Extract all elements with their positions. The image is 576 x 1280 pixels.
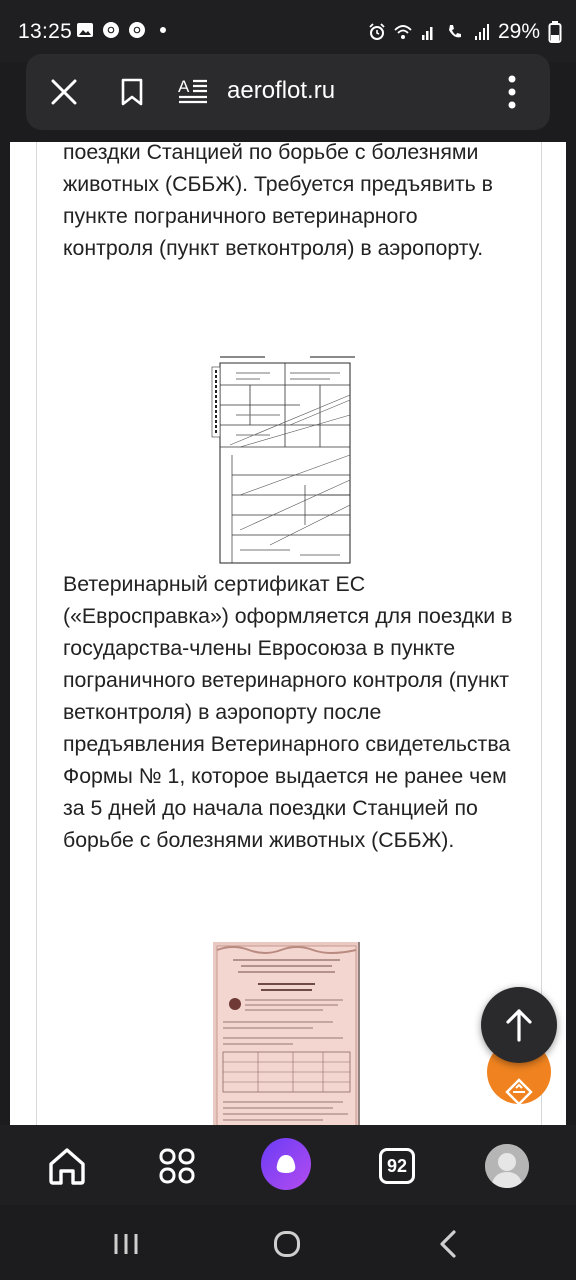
call-icon [446, 23, 464, 41]
signal-icon [472, 23, 490, 41]
status-notification-icons [76, 21, 172, 39]
tabs-button[interactable] [372, 1141, 422, 1191]
url-field[interactable]: aeroflot.ru [227, 77, 336, 104]
scroll-to-top-button[interactable] [481, 987, 557, 1063]
tabs-icon: 92 [379, 1148, 415, 1184]
eu-veterinary-certificate-image[interactable] [210, 355, 360, 567]
paragraph-eu-certificate: Ветеринарный сертификат ЕС («Евросправка») оформляется для поездки в государства-члены Евросоюза в пункте пограничного ветеринарного контроля (пункт ветконтроля) в аэропорту после предъявления Ветеринарного свидетельства Формы № 1, которое выдается не ранее чем за 5 дней до начала поездки Станцией по борьбе с болезнями животных (СББЖ). [63, 572, 513, 852]
back-icon [438, 1230, 458, 1258]
wifi-icon [394, 23, 412, 41]
close-icon [51, 79, 77, 105]
home-nav-icon [273, 1230, 301, 1258]
status-time: 13:25 [18, 20, 73, 43]
content-border-left [36, 142, 37, 1125]
more-icon [508, 75, 516, 109]
signal-icon [420, 23, 438, 41]
apps-grid-icon [159, 1148, 195, 1184]
browser-bottom-bar [0, 1125, 576, 1205]
alice-icon [261, 1138, 311, 1190]
dot-icon [154, 21, 172, 39]
close-button[interactable] [40, 68, 88, 116]
svg-text:A: A [178, 77, 190, 96]
reader-mode-button[interactable] [169, 68, 217, 116]
aeroflot-app-icon [501, 1072, 537, 1104]
alice-assistant-button[interactable] [261, 1139, 311, 1189]
veterinary-certificate-image[interactable] [213, 942, 360, 1125]
content-border-right [541, 142, 542, 1125]
recent-apps-icon [113, 1232, 139, 1256]
status-bar [0, 0, 576, 62]
battery-icon [548, 21, 562, 43]
more-menu-button[interactable] [488, 68, 536, 116]
arrow-up-icon [505, 1008, 533, 1042]
bookmark-icon [121, 78, 143, 106]
recent-apps-button[interactable] [106, 1227, 146, 1261]
paragraph-veterinary-form: поездки Станцией по борьбе с болезнями животных (СББЖ). Требуется предъявить в пункте пограничного ветеринарного контроля (пункт ветконтроля) в аэропорту. [63, 142, 493, 260]
browser-toolbar [26, 54, 550, 130]
gallery-icon [76, 21, 94, 39]
chrome-icon [128, 21, 146, 39]
home-button[interactable] [42, 1141, 92, 1191]
bookmark-button[interactable] [108, 68, 156, 116]
apps-button[interactable] [152, 1141, 202, 1191]
home-nav-button[interactable] [267, 1227, 307, 1261]
battery-percent: 29% [497, 20, 540, 43]
chrome-icon [102, 21, 120, 39]
system-navigation-bar [0, 1205, 576, 1280]
alarm-icon [368, 23, 386, 41]
profile-button[interactable] [482, 1141, 532, 1191]
reader-mode-icon [177, 77, 209, 107]
page-content[interactable] [10, 142, 566, 1125]
back-button[interactable] [428, 1227, 468, 1261]
status-system-icons [368, 20, 562, 44]
home-icon [47, 1147, 87, 1185]
profile-avatar [485, 1144, 529, 1188]
